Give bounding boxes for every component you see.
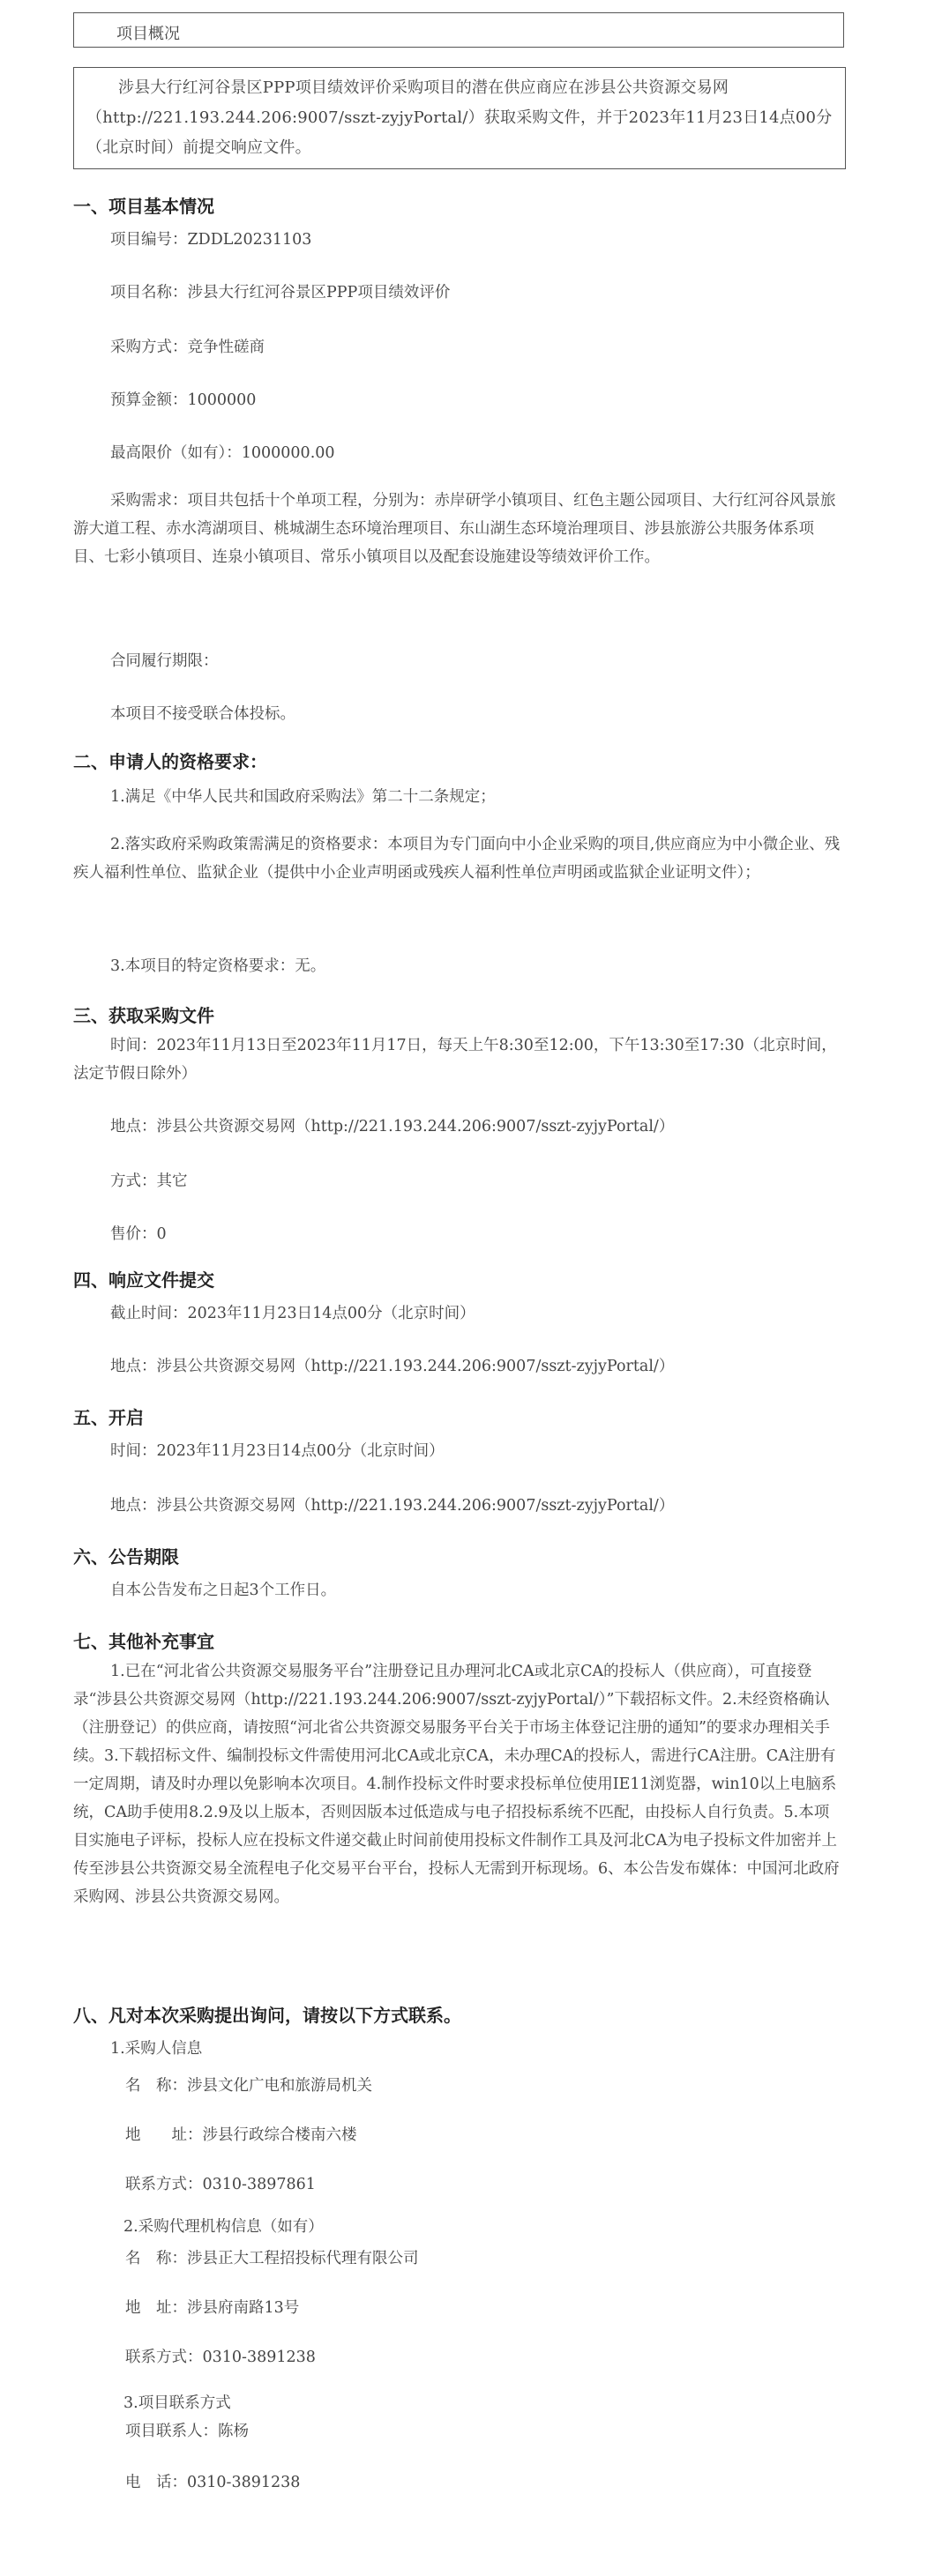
opening-place: 地点：涉县公共资源交易网（http://221.193.244.206:9007/sszt-zyjyPortal/） <box>110 1497 675 1515</box>
notice-period-text: 自本公告发布之日起3个工作日。 <box>110 1582 337 1599</box>
obtain-docs-time: 时间：2023年11月13日至2023年11月17日，每天上午8:30至12:00，下午13:30至17:30（北京时间，法定节假日除外） <box>73 1037 837 1083</box>
project-name: 项目名称：涉县大行红河谷景区PPP项目绩效评价 <box>110 284 451 302</box>
agent-name: 名 称：涉县正大工程招投标代理有限公司 <box>125 2250 419 2267</box>
project-contact-person: 项目联系人：陈杨 <box>125 2423 249 2440</box>
obtain-docs-price: 售价：0 <box>110 1225 167 1243</box>
submission-deadline: 截止时间：2023年11月23日14点00分（北京时间） <box>110 1305 475 1322</box>
opening-time: 时间：2023年11月23日14点00分（北京时间） <box>110 1442 445 1460</box>
section-heading-obtain-docs: 三、获取采购文件 <box>73 1005 214 1026</box>
agent-address: 地 址：涉县府南路13号 <box>125 2299 300 2317</box>
buyer-info-title: 1.采购人信息 <box>110 2040 203 2058</box>
qualification-item-3: 3.本项目的特定资格要求：无。 <box>110 957 326 975</box>
section-heading-contact: 八、凡对本次采购提出询问，请按以下方式联系。 <box>73 2005 461 2026</box>
consortium-note: 本项目不接受联合体投标。 <box>110 705 295 723</box>
section-heading-other-matters: 七、其他补充事宜 <box>73 1631 214 1652</box>
procurement-method: 采购方式：竞争性磋商 <box>110 339 265 356</box>
buyer-address: 地 址：涉县行政综合楼南六楼 <box>125 2126 357 2144</box>
obtain-docs-way: 方式：其它 <box>110 1173 188 1190</box>
qualification-item-1: 1.满足《中华人民共和国政府采购法》第二十二条规定； <box>110 788 496 806</box>
contract-period: 合同履行期限： <box>110 652 219 670</box>
buyer-name: 名 称：涉县文化广电和旅游局机关 <box>125 2077 372 2095</box>
overview-text: 涉县大行红河谷景区PPP项目绩效评价采购项目的潜在供应商应在涉县公共资源交易网（http://221.193.244.206:9007/sszt-zyjyPortal/）获取采购文件，并于2023年11月23日14点00分（北京时间）前提交响应文件。 <box>86 78 833 157</box>
project-number: 项目编号：ZDDL20231103 <box>110 231 312 249</box>
section-heading-basic-info: 一、项目基本情况 <box>73 196 214 217</box>
project-contact-phone: 电 话：0310-3891238 <box>125 2474 301 2491</box>
procurement-requirement: 采购需求：项目共包括十个单项工程，分别为：赤岸研学小镇项目、红色主题公园项目、大行红河谷风景旅游大道工程、赤水湾湖项目、桃城湖生态环境治理项目、东山湖生态环境治理项目、涉县旅游公共服务体系项目、七彩小镇项目、连泉小镇项目、常乐小镇项目以及配套设施建设等绩效评价工作。 <box>73 492 836 566</box>
obtain-docs-place: 地点：涉县公共资源交易网（http://221.193.244.206:9007/sszt-zyjyPortal/） <box>110 1118 675 1135</box>
qualification-item-2: 2.落实政府采购政策需满足的资格要求：本项目为专门面向中小企业采购的项目,供应商应为中小微企业、残疾人福利性单位、监狱企业（提供中小企业声明函或残疾人福利性单位声明函或监狱企业证明文件）； <box>73 836 841 882</box>
overview-text-box <box>73 67 846 169</box>
project-contact-title: 3.项目联系方式 <box>123 2394 231 2412</box>
submission-place: 地点：涉县公共资源交易网（http://221.193.244.206:9007/sszt-zyjyPortal/） <box>110 1358 675 1375</box>
section-heading-qualification: 二、申请人的资格要求： <box>73 751 267 772</box>
budget-amount: 预算金额：1000000 <box>110 391 257 409</box>
section-heading-opening: 五、开启 <box>73 1407 144 1428</box>
overview-title: 项目概况 <box>116 25 180 43</box>
buyer-phone: 联系方式：0310-3897861 <box>125 2176 316 2193</box>
other-matters-text: 1.已在“河北省公共资源交易服务平台”注册登记且办理河北CA或北京CA的投标人（供应商），可直接登录“涉县公共资源交易网（http://221.193.244.206:9007/sszt-zyjyPortal/）”下载招标文件。2.未经资格确认（注册登记）的供应商，请按照“河北省公共资源交易服务平台关于市场主体登记注册的通知”的要求办理相关手续。3.下载招标文件、编制投标文件需使用河北CA或北京CA，未办理CA的投标人，需进行CA注册。CA注册有一定周期，请及时办理以免影响本次项目。4.制作投标文件时要求投标单位使用IE11浏览器，win10以上电脑系统，CA助手使用8.2.9及以上版本，否则因版本过低造成与电子招投标系统不匹配，由投标人自行负责。5.本项目实施电子评标，投标人应在投标文件递交截止时间前使用投标文件制作工具及河北CA为电子投标文件加密并上传至涉县公共资源交易全流程电子化交易平台平台，投标人无需到开标现场。6、本公告发布媒体：中国河北政府采购网、涉县公共资源交易网。 <box>73 1663 840 1906</box>
agent-info-title: 2.采购代理机构信息（如有） <box>123 2218 324 2236</box>
agent-phone: 联系方式：0310-3891238 <box>125 2349 316 2366</box>
section-heading-submission: 四、响应文件提交 <box>73 1269 214 1291</box>
section-heading-notice-period: 六、公告期限 <box>73 1546 179 1567</box>
max-price: 最高限价（如有）：1000000.00 <box>110 444 335 462</box>
overview-title-box <box>73 12 844 48</box>
